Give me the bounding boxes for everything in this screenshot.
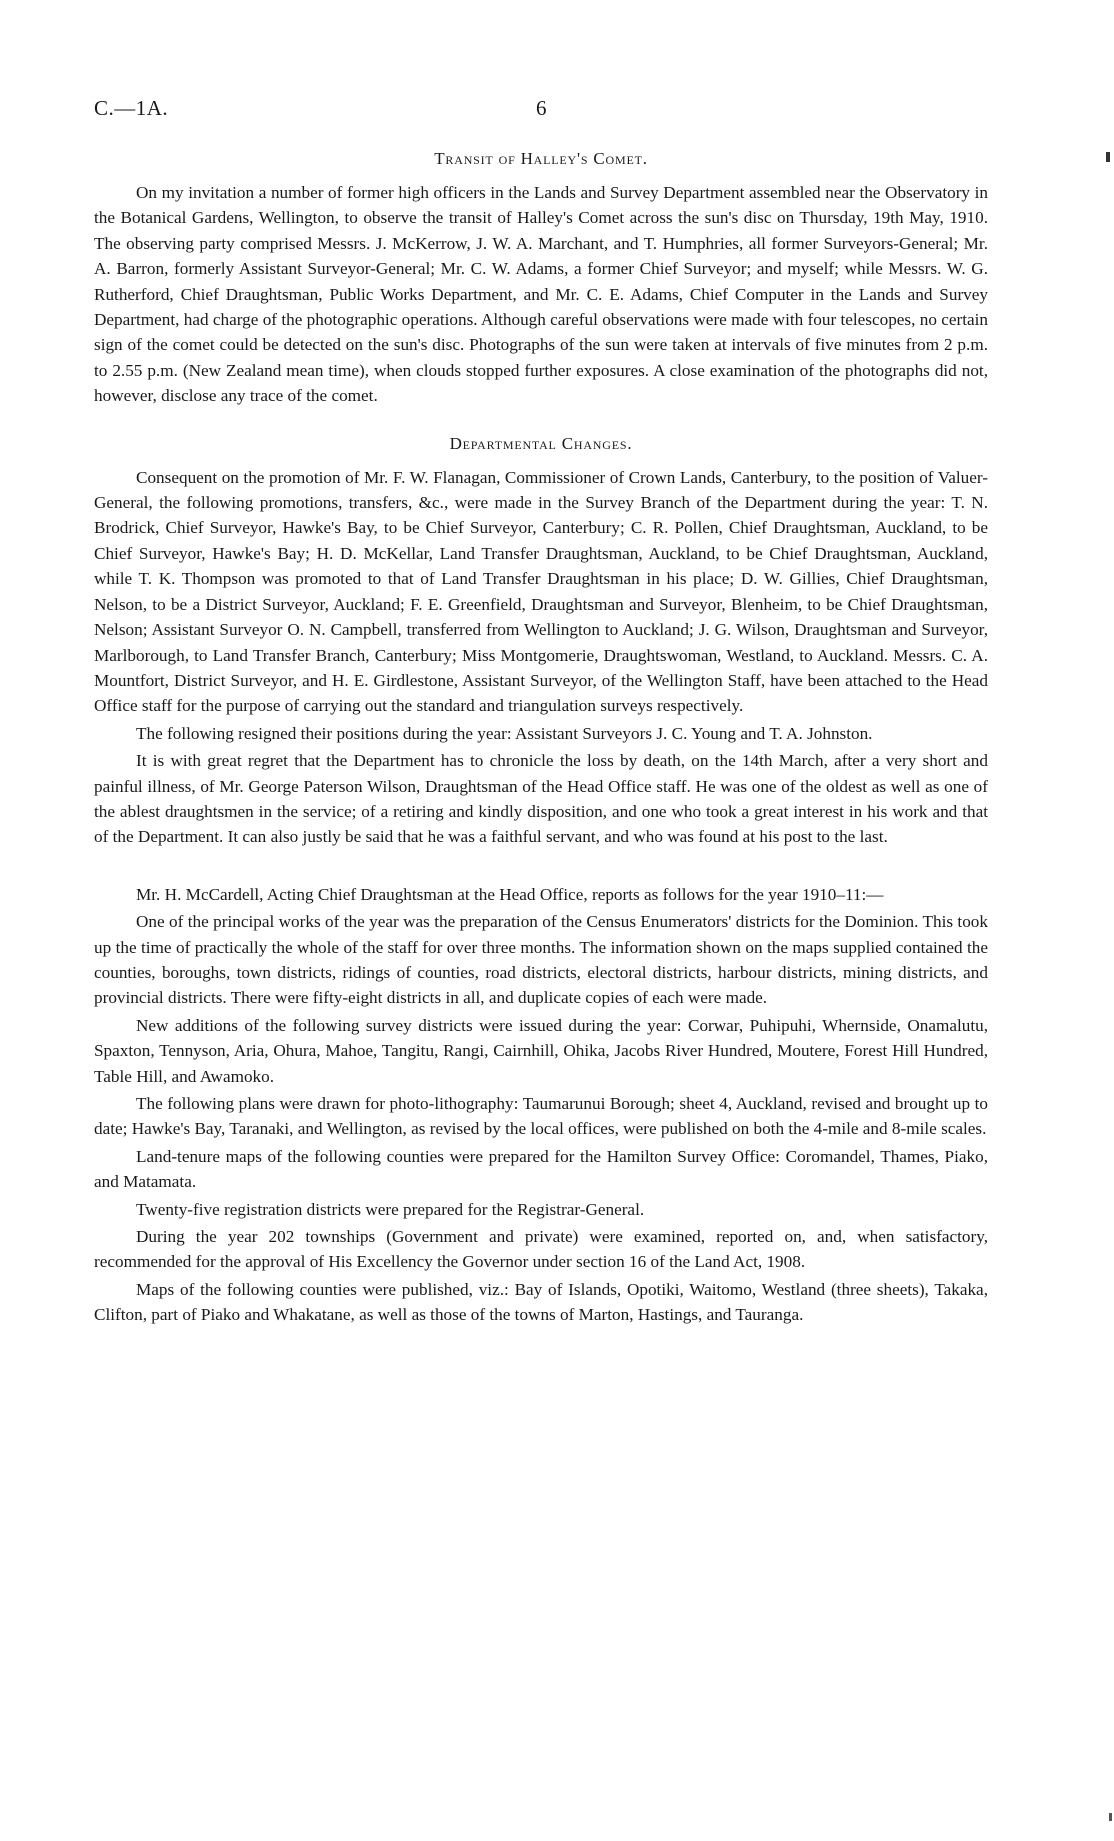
section-spacer (94, 411, 988, 433)
paragraph: On my invitation a number of former high officers in the Lands and Survey Department assembled near the Observatory in the Botanical Gardens, Wellington, to observe the transit of Halley's Comet across the sun's disc on Thursday, 19th May, 1910. The observing party comprised Messrs. J. McKerrow, J. W. A. Marchant, and T. Humphries, all former Surveyors-General; Mr. A. Barron, formerly Assistant Surveyor-General; Mr. C. W. Adams, a former Chief Surveyor; and myself; while Messrs. W. G. Rutherford, Chief Draughtsman, Public Works Department, and Mr. C. E. Adams, Chief Computer in the Lands and Survey Department, had charge of the photographic operations. Although careful observations were made with four telescopes, no certain sign of the comet could be detected on the sun's disc. Photographs of the sun were taken at intervals of five minutes from 2 p.m. to 2.55 p.m. (New Zealand mean time), when clouds stopped further exposures. A close examination of the photographs did not, however, disclose any trace of the comet. (94, 183, 988, 406)
paragraph: It is with great regret that the Department has to chronicle the loss by death, on the 14th March, after a very short and painful illness, of Mr. George Paterson Wilson, Draughtsman of the Head Office staff. He was one of the oldest as well as one of the ablest draughtsmen in the service; of a retiring and kindly disposition, and one who took a great interest in his work and that of the Department. It can also justly be said that he was a faithful servant, and who was found at his post to the last. (94, 751, 988, 847)
paragraph: Land-tenure maps of the following counties were prepared for the Hamilton Survey Office: Coromandel, Thames, Piako, and Matamata. (94, 1146, 988, 1192)
paragraph: New additions of the following survey districts were issued during the year: Corwar, Puhipuhi, Whernside, Onamalutu, Spaxton, Tennyson, Aria, Ohura, Mahoe, Tangitu, Rangi, Cairnhill, Ohika, Jacobs River Hundred, Moutere, Forest Hill Hundred, Table Hill, and Awamoko. (94, 1015, 988, 1086)
scan-mark (1106, 152, 1110, 162)
paragraph: The following plans were drawn for photo-lithography: Taumarunui Borough; sheet 4, Auckland, revised and brought up to date; Hawke's Bay, Taranaki, and Wellington, as revised by the local offices, were published on both the 4-mile and 8-mile scales. (94, 1094, 988, 1139)
page-header (94, 96, 1000, 130)
document-reference: C.—1A. (94, 96, 169, 120)
paragraph: Twenty-five registration districts were prepared for the Registrar-General. (136, 1199, 645, 1219)
page-number: 6 (536, 96, 547, 120)
section-spacer (94, 852, 988, 882)
paragraph: Mr. H. McCardell, Acting Chief Draughtsman at the Head Office, reports as follows for the year 1910–11:— (136, 884, 884, 904)
paragraph: During the year 202 townships (Government and private) were examined, reported on, and, when satisfactory, recommended for the approval of His Excellency the Governor under section 16 of the Land Act, 1908. (94, 1227, 988, 1272)
scan-mark (1109, 1813, 1112, 1821)
paragraph: Consequent on the promotion of Mr. F. W. Flanagan, Commissioner of Crown Lands, Canterbury, to the position of Valuer-General, the following promotions, transfers, &c., were made in the Survey Branch of the Department during the year: T. N. Brodrick, Chief Surveyor, Hawke's Bay, to be Chief Surveyor, Canterbury; C. R. Pollen, Chief Draughtsman, Auckland, to be Chief Surveyor, Hawke's Bay; H. D. McKellar, Land Transfer Draughtsman, Auckland, to be Chief Draughtsman, Auckland, while T. K. Thompson was promoted to that of Land Transfer Draughtsman in his place; D. W. Gillies, Chief Draughtsman, Nelson, to be a District Surveyor, Auckland; F. E. Greenfield, Draughtsman and Surveyor, Blenheim, to be Chief Draughtsman, Nelson; Assistant Surveyor O. N. Campbell, transferred from Wellington to Auckland; J. G. Wilson, Draughtsman and Surveyor, Marlborough, to Land Transfer Branch, Canterbury; Miss Montgomerie, Draughtswoman, Westland, to Auckland. Messrs. C. A. Mountfort, District Surveyor, and H. E. Girdlestone, Assistant Surveyor, of the Wellington Staff, have been attached to the Head Office staff for the purpose of carrying out the standard and triangulation surveys respectively. (94, 467, 988, 716)
section-heading: Transit of Halley's Comet. (434, 149, 648, 168)
paragraph: Maps of the following counties were published, viz.: Bay of Islands, Opotiki, Waitomo, Westland (three sheets), Takaka, Clifton, part of Piako and Whakatane, as well as those of the towns of Marton, Hastings, and Tauranga. (94, 1279, 988, 1325)
document-body (94, 148, 988, 1330)
paragraph: The following resigned their positions during the year: Assistant Surveyors J. C. Young and T. A. Johnston. (136, 723, 873, 743)
section-heading: Departmental Changes. (449, 433, 633, 453)
paragraph: One of the principal works of the year was the preparation of the Census Enumerators' districts for the Dominion. This took up the time of practically the whole of the staff for over three months. The information shown on the maps supplied contained the counties, boroughs, town districts, ridings of counties, road districts, electoral districts, harbour districts, mining districts, and provincial districts. There were fifty-eight districts in all, and duplicate copies of each were made. (94, 912, 988, 1008)
